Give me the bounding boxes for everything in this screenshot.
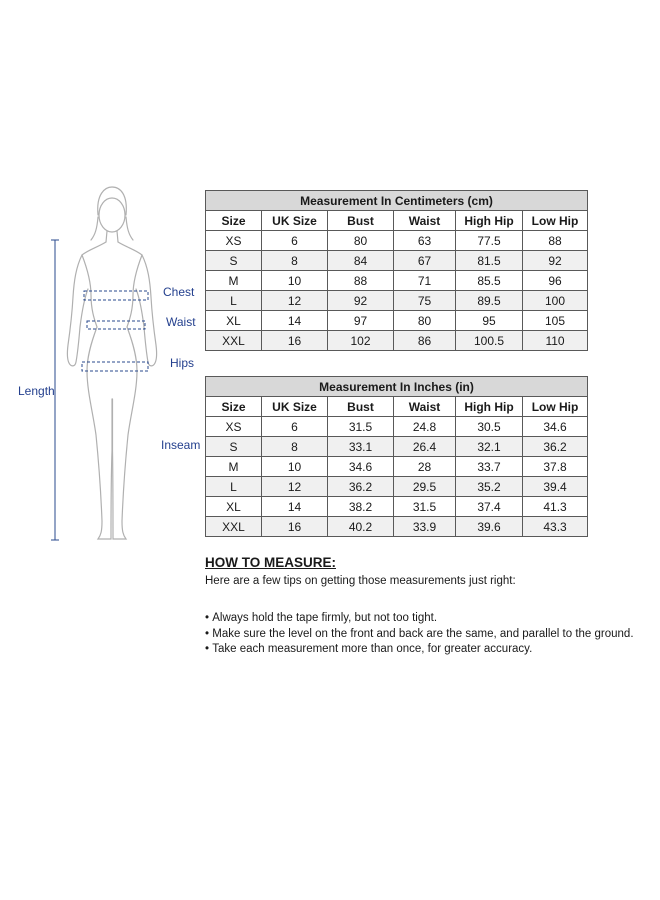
size-cell: 12: [262, 291, 328, 311]
size-cell: 43.3: [523, 517, 588, 537]
size-cell: M: [206, 271, 262, 291]
how-to-measure-heading: HOW TO MEASURE:: [205, 555, 336, 570]
size-cell: 30.5: [456, 417, 523, 437]
size-cell: 6: [262, 231, 328, 251]
size-cell: XS: [206, 231, 262, 251]
column-header: Waist: [394, 397, 456, 417]
size-cell: 10: [262, 271, 328, 291]
size-cell: 33.1: [328, 437, 394, 457]
column-header: Waist: [394, 211, 456, 231]
size-cell: L: [206, 477, 262, 497]
size-row: [206, 231, 588, 251]
size-cell: M: [206, 457, 262, 477]
size-cell: 100.5: [456, 331, 523, 351]
column-header: Bust: [328, 211, 394, 231]
column-header: Size: [206, 397, 262, 417]
size-cell: 37.8: [523, 457, 588, 477]
size-cell: 8: [262, 437, 328, 457]
hips-measure-line: [82, 362, 148, 371]
size-cell: 26.4: [394, 437, 456, 457]
column-header: UK Size: [262, 397, 328, 417]
length-label: Length: [18, 384, 55, 398]
size-row: [206, 497, 588, 517]
size-cell: 16: [262, 331, 328, 351]
column-header: High Hip: [456, 397, 523, 417]
size-cell: 92: [328, 291, 394, 311]
measure-tip: • Take each measurement more than once, for greater accuracy.: [205, 642, 660, 658]
size-row: [206, 311, 588, 331]
size-chart-column: [205, 190, 634, 658]
size-cell: 33.7: [456, 457, 523, 477]
size-cell: XXL: [206, 331, 262, 351]
size-cell: 100: [523, 291, 588, 311]
size-cell: XXL: [206, 517, 262, 537]
size-row: [206, 457, 588, 477]
size-cell: 77.5: [456, 231, 523, 251]
inches-size-table: [205, 376, 588, 537]
size-row: [206, 331, 588, 351]
size-cell: 34.6: [328, 457, 394, 477]
size-cell: 84: [328, 251, 394, 271]
size-cell: 39.6: [456, 517, 523, 537]
column-header: Bust: [328, 397, 394, 417]
size-cell: 102: [328, 331, 394, 351]
size-cell: 37.4: [456, 497, 523, 517]
size-cell: 67: [394, 251, 456, 271]
size-cell: 40.2: [328, 517, 394, 537]
size-cell: 81.5: [456, 251, 523, 271]
size-row: [206, 417, 588, 437]
size-cell: 36.2: [523, 437, 588, 457]
measure-tip: • Make sure the level on the front and back are the same, and parallel to the ground.: [205, 627, 660, 643]
size-cell: 32.1: [456, 437, 523, 457]
size-cell: 105: [523, 311, 588, 331]
size-cell: 89.5: [456, 291, 523, 311]
column-header: Low Hip: [523, 397, 588, 417]
size-cell: 92: [523, 251, 588, 271]
measure-tips-list: [205, 611, 660, 658]
size-row: [206, 251, 588, 271]
size-cell: 31.5: [394, 497, 456, 517]
size-cell: 110: [523, 331, 588, 351]
figure-head: [99, 198, 125, 232]
size-cell: 12: [262, 477, 328, 497]
size-cell: 31.5: [328, 417, 394, 437]
centimeters-size-table: [205, 190, 588, 351]
size-cell: 80: [328, 231, 394, 251]
size-row: [206, 271, 588, 291]
size-cell: 75: [394, 291, 456, 311]
chest-label: Chest: [163, 285, 195, 299]
size-cell: XL: [206, 497, 262, 517]
size-cell: 88: [328, 271, 394, 291]
size-cell: L: [206, 291, 262, 311]
size-cell: 14: [262, 497, 328, 517]
size-row: [206, 517, 588, 537]
how-to-measure-section: [205, 555, 660, 658]
hips-label: Hips: [170, 356, 195, 370]
female-silhouette-illustration: [10, 185, 200, 560]
size-cell: 10: [262, 457, 328, 477]
size-row: [206, 291, 588, 311]
size-cell: 38.2: [328, 497, 394, 517]
figure-hair: [98, 187, 127, 215]
size-cell: XS: [206, 417, 262, 437]
size-cell: 6: [262, 417, 328, 437]
size-cell: S: [206, 251, 262, 271]
size-cell: 29.5: [394, 477, 456, 497]
size-cell: 85.5: [456, 271, 523, 291]
size-cell: 63: [394, 231, 456, 251]
size-cell: 41.3: [523, 497, 588, 517]
table-title: Measurement In Centimeters (cm): [206, 191, 588, 211]
size-cell: 80: [394, 311, 456, 331]
size-cell: 95: [456, 311, 523, 331]
table-title: Measurement In Inches (in): [206, 377, 588, 397]
size-cell: 14: [262, 311, 328, 331]
size-row: [206, 437, 588, 457]
column-header: Size: [206, 211, 262, 231]
column-header: Low Hip: [523, 211, 588, 231]
size-cell: S: [206, 437, 262, 457]
size-cell: 24.8: [394, 417, 456, 437]
size-cell: 97: [328, 311, 394, 331]
measure-tip: • Always hold the tape firmly, but not too tight.: [205, 611, 660, 627]
size-cell: 35.2: [456, 477, 523, 497]
size-cell: 33.9: [394, 517, 456, 537]
size-cell: 71: [394, 271, 456, 291]
size-cell: 86: [394, 331, 456, 351]
waist-label: Waist: [166, 315, 196, 329]
size-cell: 36.2: [328, 477, 394, 497]
size-row: [206, 477, 588, 497]
size-cell: 88: [523, 231, 588, 251]
column-header: High Hip: [456, 211, 523, 231]
column-header: UK Size: [262, 211, 328, 231]
size-cell: 28: [394, 457, 456, 477]
size-cell: XL: [206, 311, 262, 331]
size-cell: 34.6: [523, 417, 588, 437]
size-cell: 8: [262, 251, 328, 271]
size-cell: 39.4: [523, 477, 588, 497]
how-to-measure-intro: Here are a few tips on getting those measurements just right:: [205, 575, 516, 587]
size-cell: 96: [523, 271, 588, 291]
inseam-label: Inseam: [161, 438, 201, 452]
size-cell: 16: [262, 517, 328, 537]
